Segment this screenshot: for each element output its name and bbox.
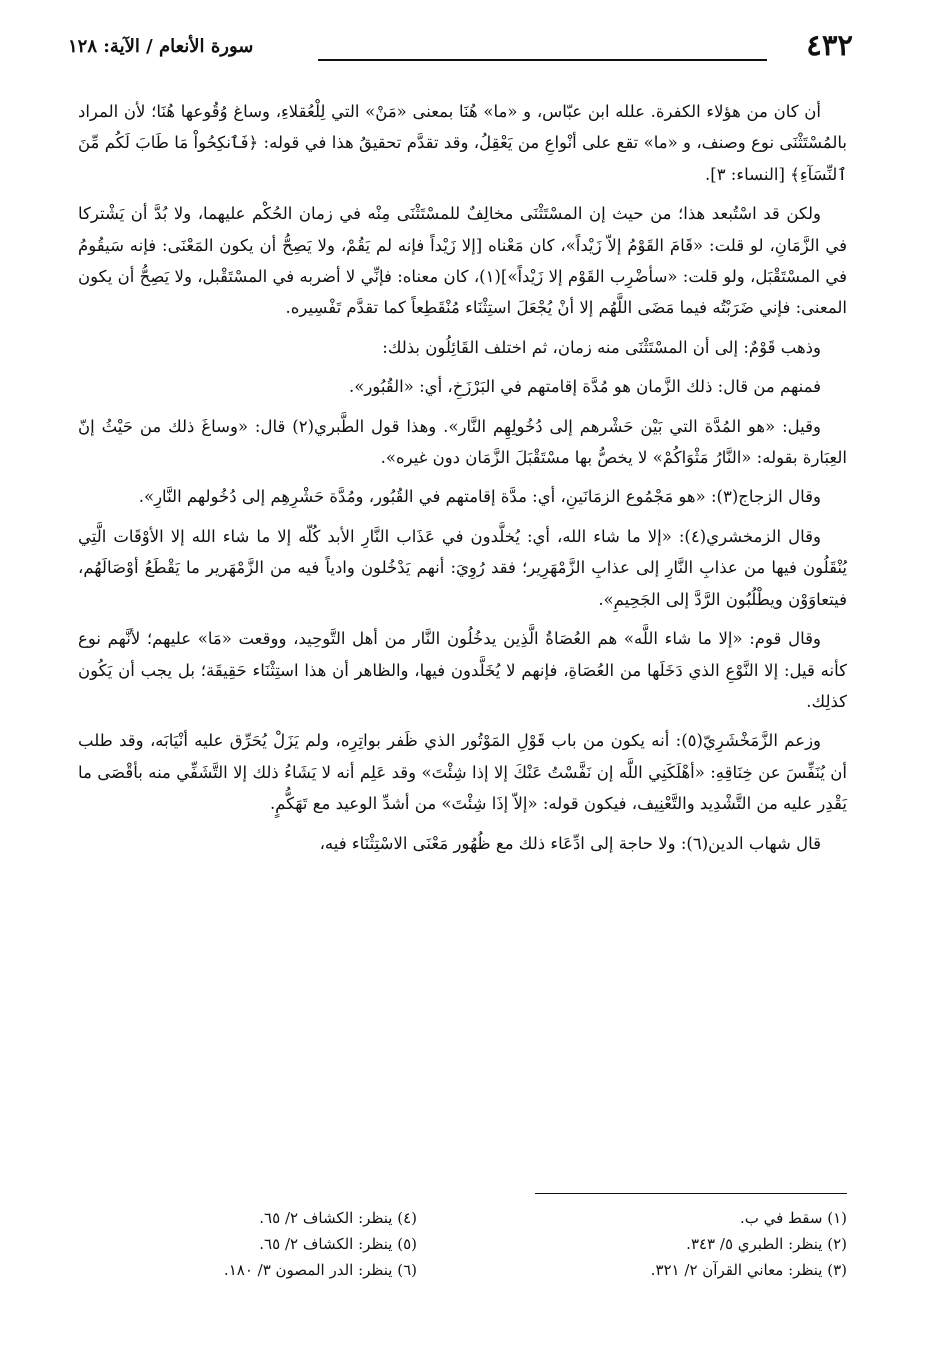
footnote: (٦) ينظر: الدر المصون ٣/ ١٨٠.	[223, 1261, 417, 1279]
page-number: ٤٣٢	[806, 28, 853, 62]
footnote: (٢) ينظر: الطبري ٥/ ٣٤٣.	[686, 1235, 847, 1253]
header-rule	[318, 59, 767, 61]
footnotes-column-left	[37, 1205, 417, 1283]
paragraph: فمنهم من قال: ذلك الزَّمان هو مُدَّة إقامتهم في البَرْزَخِ، أي: «القُبُور».	[349, 377, 821, 397]
surah-ayah-title: سورة الأنعام / الآية: ١٢٨	[68, 36, 254, 57]
paragraph: وقال الزمخشري(٤): «إلا ما شاء الله، أي: يُخلَّدون في عَذَاب النَّارِ الأبد كُلّه إلا ما شاء الله إلا الأوْقَات الَّتِي يُنْقَلُون فيها من عذابِ النَّارِ إلى عذابِ الزَّمْهَرِير؛ فقد رُوِيَ: أنهم يَدْخُلون وادياً فيه من الزَّمْهَرير ما يَقْطَعُ أوْصَالَهُم، فيتعاوَوْن ويطْلُبُون الرَّدَّ إلى الجَحِيمِ».	[78, 526, 847, 609]
footnote: (٣) ينظر: معاني القرآن ٢/ ٣٢١.	[650, 1261, 847, 1279]
footnotes-column-right	[467, 1205, 847, 1283]
paragraph: وقال قوم: «إلا ما شاء اللَّه» هم العُصَاةُ الَّذِين يدخُلُون النَّار من أهل التَّوحِيد، ووقعت «مَا» عليهم؛ لأنَّهم نوع كأنه قيل: إلا النَّوْعِ الذي دَخَلَها من العُصَاةِ، فإنهم لا يُخَلَّدون فيها، والظاهر أن هذا استِثْنَاء حَقِيقَة؛ بل يجب أن يَكُون كذلِك.	[78, 629, 847, 711]
footnote: (٤) ينظر: الكشاف ٢/ ٦٥.	[259, 1209, 417, 1227]
footnote: (٥) ينظر: الكشاف ٢/ ٦٥.	[259, 1235, 417, 1253]
page-header	[68, 26, 853, 66]
paragraph: ولكن قد اسْتُبعد هذا؛ من حيث إن المسْتَثْنَى مخالِفٌ للمسْتَثْنَى مِنْه في زمان الحُكْم عليهما، ولا بُدَّ أن يَشْتركا في الزَّمَانِ، لو قلت: «قَامَ القَوْمُ إلاّ زَيْداً»، كان مَعْناه [إلا زَيْداً فإنه لم يَقُمْ، ولا يَصِحُّ أن يكون المَعْنَى: فإنه سَيقُومُ في المسْتَقْبَل، ولو قلت: «سأضْرِب القَوْم إلا زَيْداً»](١)، كان معناه: فإنِّي لا أضربه في المسْتَقْبل، ولا يَصِحُّ أن يكون المعنى: فإني ضَرَبْتُه فيما مَضَى اللَّهُم إلا أنْ يُجْعَلَ استِثْنَاء مُنْقَطِعاً كما تقدَّم تَفْسِيره.	[78, 204, 848, 318]
paragraph: وقال الزجاج(٣): «هو مَجْمُوع الزمَانَينِ، أي: مدَّة إقامتهم في القُبُور، ومُدَّة حَشْرِهِم إلى دُخُولهم النَّارِ».	[138, 487, 821, 507]
paragraph: أن كان من هؤلاء الكفرة. علله ابن عبّاس، و «ما» هُنَا بمعنى «مَنْ» التي لِلْعُقلاءِ، وساغ وُقُوعها هُنَا؛ لأن المراد بالمُسْتَثْنَى نوع وصنف، و «ما» تقع على أنْواعِ من يَعْقِلُ، وقد تقدَّم تحقيقُ هذا في قوله: ﴿فَٱنكِحُواْ مَا طَابَ لَكُم مِّنَ ٱلنِّسَآءِ﴾ [النساء: ٣].	[78, 102, 847, 184]
paragraph: وقيل: «هو المُدَّة التي بَيْن حَشْرهم إلى دُخُولِهِم النَّار». وهذا قول الطَّبري(٢) قال: «وساغَ ذلك من حَيْثُ إنّ العِبَارة بقوله: «النَّارُ مَثْوَاكُمْ» لا يخصُّ بها مسْتَقْبَلَ الزَّمَان دون غيره».	[78, 416, 847, 468]
paragraph: قال شهاب الدين(٦): ولا حاجة إلى ادِّعَاء ذلك مع ظُهُور مَعْنَى الاسْتِثْنَاء فيه،	[319, 833, 821, 853]
footnote-separator	[535, 1193, 847, 1194]
paragraph: وزعم الزَّمَخْشَرِيّ(٥): أنه يكون من باب قَوْلِ المَوْتُور الذي ظَفر بواتِرِه، ولم يَزَلْ يُحَرِّق عليه أنْيَابَه، وقد طلب أن يُنَفِّسَ عن خِنَاقِهِ: «أهْلَكَنِي اللَّه إن نَفَّسْتُ عَنْكَ إلا إذا شِئْتَ» وقد عَلِم أنه لا يَشَاءُ ذلك إلا التَّشَفِّي منه بأقْصَى ما يَقْدِر عليه من التَّشْدِيد والتَّعْنِيف، فيكون قوله: «إلاّ إذَا شِئْتَ» من أشدِّ الوعيد مع تَهَكُّمٍ.	[78, 731, 847, 814]
paragraph: وذهب قَوْمٌ: إلى أن المسْتَثْنَى منه زمان، ثم اختلف القَائِلُون بذلك:	[382, 337, 821, 357]
main-text	[78, 96, 847, 867]
footnotes	[78, 1205, 847, 1305]
footnote: (١) سقط في ب.	[739, 1209, 847, 1227]
